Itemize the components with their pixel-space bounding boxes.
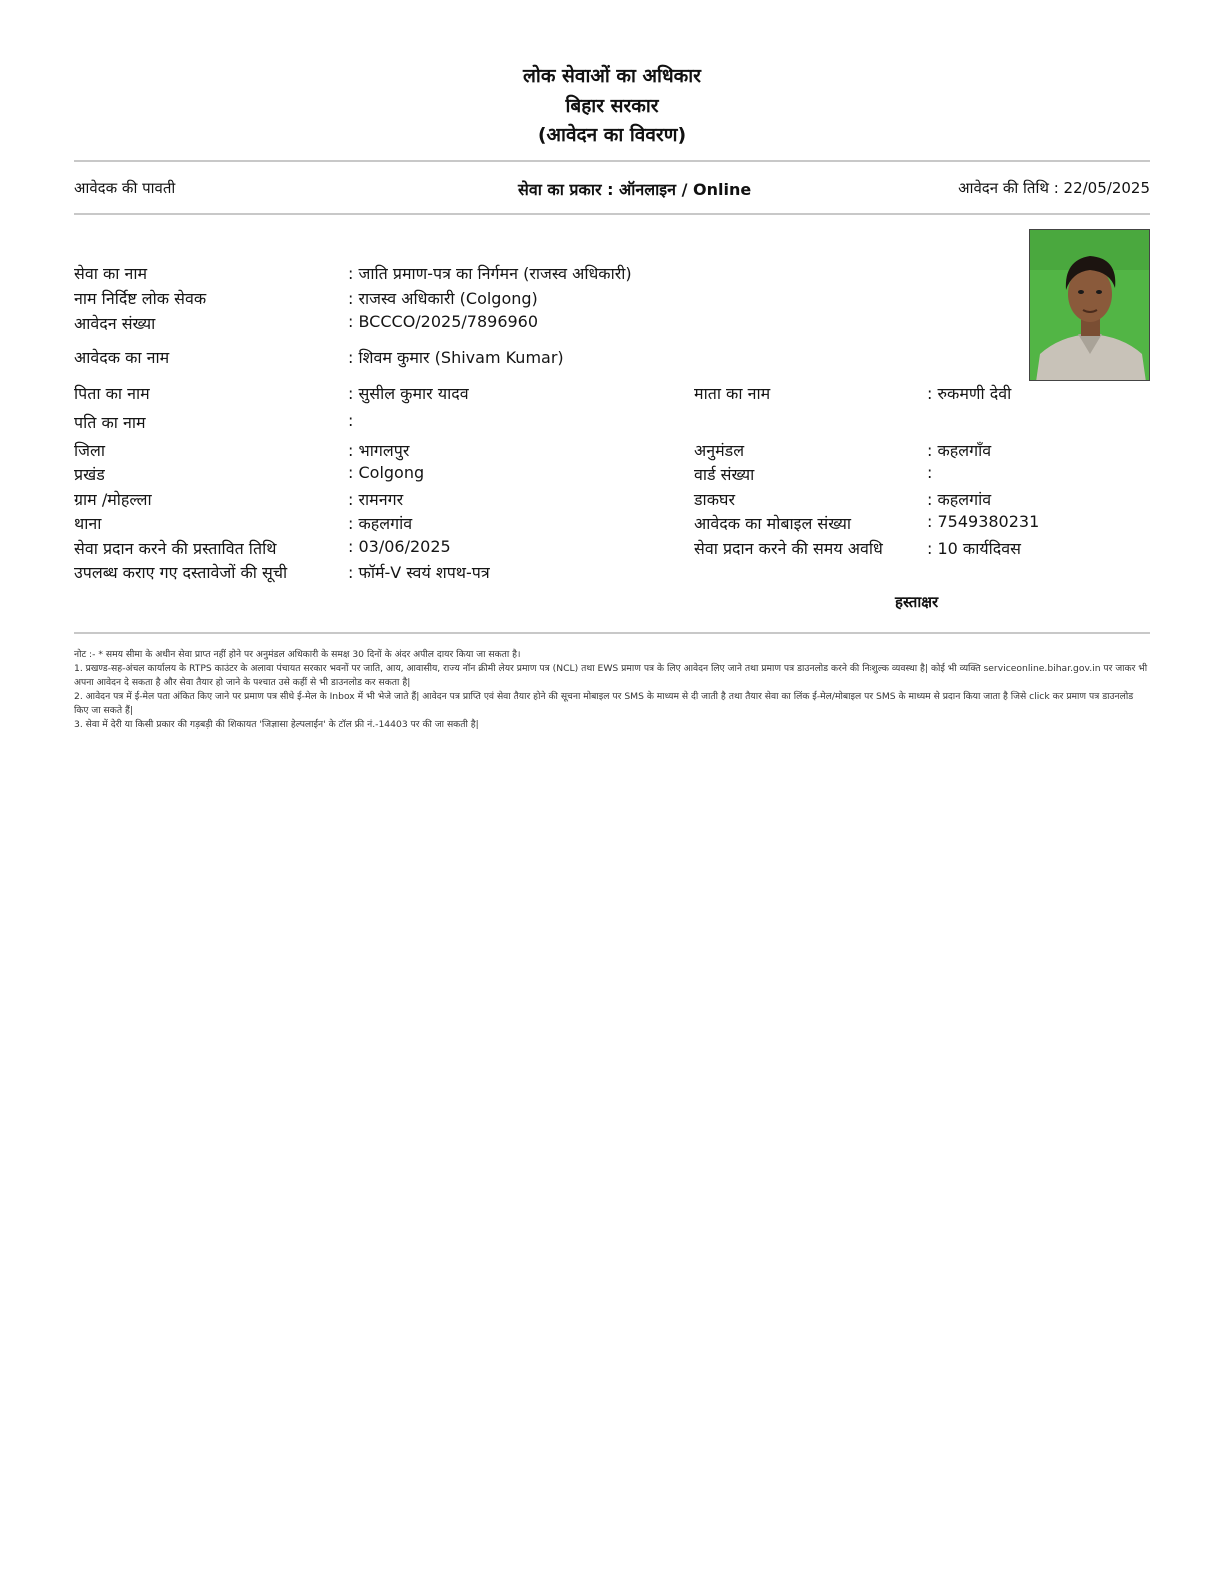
subdivision-label: अनुमंडल <box>694 441 745 460</box>
applicant-name-value: : शिवम कुमार (Shivam Kumar) <box>348 348 564 367</box>
applicant-photo-image <box>1030 230 1150 381</box>
police-station-value: : कहलगांव <box>348 514 413 533</box>
note-2: 2. आवेदन पत्र में ई-मेल पता अंकित किए जाने पर प्रमाण पत्र सीधे ई-मेल के Inbox में भी भेजे जाते हैं| आवेदन पत्र प्राप्ति एवं सेवा तैयार होने की सूचना मोबाइल पर SMS के माध्यम से दी जाती है तथा तैयार सेवा का लिंक ई-मेल/मोबाइल पर SMS के माध्यम से प्रदान किया जाता है जिसे click कर प्रमाण पत्र डाउनलोड किए जा सकते हैं| <box>74 691 1134 716</box>
district-value: : भागलपुर <box>348 441 410 460</box>
father-name-label: पिता का नाम <box>74 384 150 403</box>
note-1: 1. प्रखण्ड-सह-अंचल कार्यालय के RTPS काउंटर के अलावा पंचायत सरकार भवनों पर जाति, आय, आवासीय, राज्य नॉन क्रीमी लेयर प्रमाण पत्र (NCL) तथा EWS प्रमाण पत्र के लिए आवेदन लिए जाने तथा प्रमाण पत्र डाउनलोड करने की निःशुल्क व्यवस्था है| कोई भी व्यक्ति serviceonline.bihar.gov.in पर जाकर भी अपना आवेदन दे सकता है और सेवा तैयार हो जाने के पश्चात उसे कहीं से भी डाउनलोड कर सकता है| <box>74 663 1148 688</box>
postoffice-value: : कहलगांव <box>927 490 992 509</box>
block-value: : Colgong <box>348 463 425 482</box>
mother-name-label: माता का नाम <box>694 384 771 403</box>
subdivision-value: : कहलगाँव <box>927 441 992 460</box>
postoffice-label: डाकघर <box>694 490 735 509</box>
header-subtitle: (आवेदन का विवरण) <box>537 124 687 146</box>
ward-label: वार्ड संख्या <box>694 465 755 484</box>
notes-divider <box>74 632 1150 634</box>
mobile-label: आवेदक का मोबाइल संख्या <box>694 514 852 533</box>
proposed-date-label: सेवा प्रदान करने की प्रस्तावित तिथि <box>74 539 277 558</box>
service-name-label: सेवा का नाम <box>74 264 148 283</box>
village-value: : रामनगर <box>348 490 404 509</box>
application-number-label: आवेदन संख्या <box>74 314 156 333</box>
application-date: आवेदन की तिथि : 22/05/2025 <box>958 179 1150 197</box>
husband-name-value: : <box>348 411 354 430</box>
notes-section <box>74 648 1150 732</box>
father-name-value: : सुसील कुमार यादव <box>348 384 469 403</box>
applicant-name-label: आवेदक का नाम <box>74 348 170 367</box>
top-divider <box>74 160 1150 162</box>
note-0: नोट :- * समय सीमा के अधीन सेवा प्राप्त नहीं होने पर अनुमंडल अधिकारी के समक्ष 30 दिनों के अंदर अपील दायर किया जा सकता है। <box>74 649 521 660</box>
service-type: सेवा का प्रकार : ऑनलाइन / Online <box>518 180 752 199</box>
header-government: बिहार सरकार <box>565 95 659 117</box>
district-label: जिला <box>74 441 106 460</box>
village-label: ग्राम /मोहल्ला <box>74 490 152 509</box>
mother-name-value: : रुकमणी देवी <box>927 384 1012 403</box>
time-limit-value: : 10 कार्यदिवस <box>927 539 1021 558</box>
proposed-date-value: : 03/06/2025 <box>348 537 451 556</box>
application-number-value: : BCCCO/2025/7896960 <box>348 312 539 331</box>
signature-label: हस्ताक्षर <box>895 593 939 611</box>
note-3: 3. सेवा में देरी या किसी प्रकार की गड़बड़ी की शिकायत 'जिज्ञासा हेल्पलाईन' के टॉल फ्री नं.-14403 पर की जा सकती है| <box>74 719 479 730</box>
service-name-value: : जाति प्रमाण-पत्र का निर्गमन (राजस्व अधिकारी) <box>348 264 632 283</box>
documents-label: उपलब्ध कराए गए दस्तावेजों की सूची <box>74 563 288 582</box>
husband-name-label: पति का नाम <box>74 413 146 432</box>
time-limit-label: सेवा प्रदान करने की समय अवधि <box>694 539 883 558</box>
ward-value: : <box>927 463 933 482</box>
documents-value: : फॉर्म-V स्वयं शपथ-पत्र <box>348 563 490 582</box>
mobile-value: : 7549380231 <box>927 512 1040 531</box>
officer-label: नाम निर्दिष्ट लोक सेवक <box>74 289 207 308</box>
meta-divider <box>74 213 1150 215</box>
officer-value: : राजस्व अधिकारी (Colgong) <box>348 289 538 308</box>
applicant-photo <box>1029 229 1150 381</box>
header-title: लोक सेवाओं का अधिकार <box>523 65 701 87</box>
police-station-label: थाना <box>74 514 102 533</box>
block-label: प्रखंड <box>74 465 105 484</box>
receipt-label: आवेदक की पावती <box>74 179 176 197</box>
